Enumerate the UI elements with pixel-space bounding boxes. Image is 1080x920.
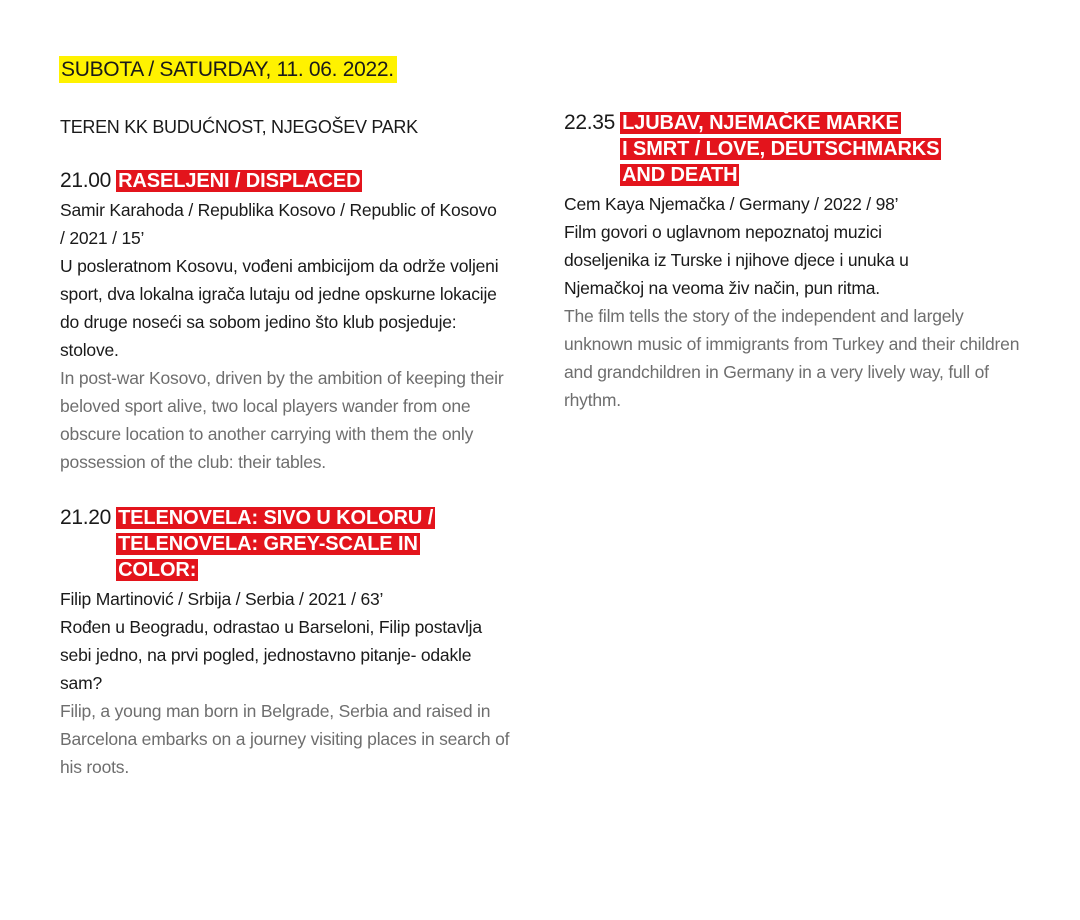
film-description-local: U posleratnom Kosovu, vođeni ambicijom da održe voljeni sport, dva lokalna igrača lutaju od jedne opskurne lokacije do druge noseći sa sobom jedino što klub posjeduje: stolove. bbox=[60, 256, 499, 360]
film-title bbox=[116, 168, 362, 194]
film-title-line: TELENOVELA: GREY-SCALE IN bbox=[118, 533, 418, 555]
date-header: SUBOTA / SATURDAY, 11. 06. 2022. bbox=[59, 56, 397, 83]
film-title-line: AND DEATH bbox=[622, 164, 738, 186]
film-title-row bbox=[564, 110, 1034, 188]
film-title-row bbox=[60, 168, 530, 194]
film-title bbox=[116, 505, 435, 583]
film-entry bbox=[564, 110, 1034, 414]
film-description-en: Filip, a young man born in Belgrade, Serbia and raised in Barcelona embarks on a journey visiting places in search of his roots. bbox=[60, 701, 510, 777]
film-description-local: Film govori o uglavnom nepoznatoj muzici doseljenika iz Turske i njihove djece i unuka u Njemačkoj na veoma živ način, pun ritma. bbox=[564, 222, 909, 298]
film-description-en: In post-war Kosovo, driven by the ambition of keeping their beloved sport alive, two local players wander from one obscure location to another carrying with them the only possession of the club: their tables. bbox=[60, 368, 504, 472]
film-title-line: COLOR: bbox=[118, 559, 197, 581]
film-description-en: The film tells the story of the independent and largely unknown music of immigrants from Turkey and their children and grandchildren in Germany in a very lively way, full of rhythm. bbox=[564, 306, 1020, 410]
film-title-line: I SMRT / LOVE, DEUTSCHMARKS bbox=[622, 138, 940, 160]
screening-time: 21.00 bbox=[60, 169, 112, 192]
film-description-local: Rođen u Beogradu, odrastao u Barseloni, Filip postavlja sebi jedno, na prvi pogled, jednostavno pitanje- odakle sam? bbox=[60, 617, 482, 693]
film-entry bbox=[60, 168, 530, 476]
film-title-line: TELENOVELA: SIVO U KOLORU / bbox=[118, 507, 434, 529]
film-title-line: LJUBAV, NJEMAČKE MARKE bbox=[622, 112, 899, 134]
film-title-line: RASELJENI / DISPLACED bbox=[118, 170, 361, 192]
film-meta: Filip Martinović / Srbija / Serbia / 2021 / 63’ bbox=[60, 589, 384, 609]
film-meta: Samir Karahoda / Republika Kosovo / Republic of Kosovo / 2021 / 15’ bbox=[60, 200, 497, 248]
venue-label: TEREN KK BUDUĆNOST, NJEGOŠEV PARK bbox=[60, 117, 418, 137]
film-title-row bbox=[60, 505, 530, 583]
film-meta: Cem Kaya Njemačka / Germany / 2022 / 98’ bbox=[564, 194, 899, 214]
screening-time: 22.35 bbox=[564, 111, 616, 134]
film-title bbox=[620, 110, 941, 188]
screening-time: 21.20 bbox=[60, 506, 112, 529]
film-entry bbox=[60, 505, 530, 781]
